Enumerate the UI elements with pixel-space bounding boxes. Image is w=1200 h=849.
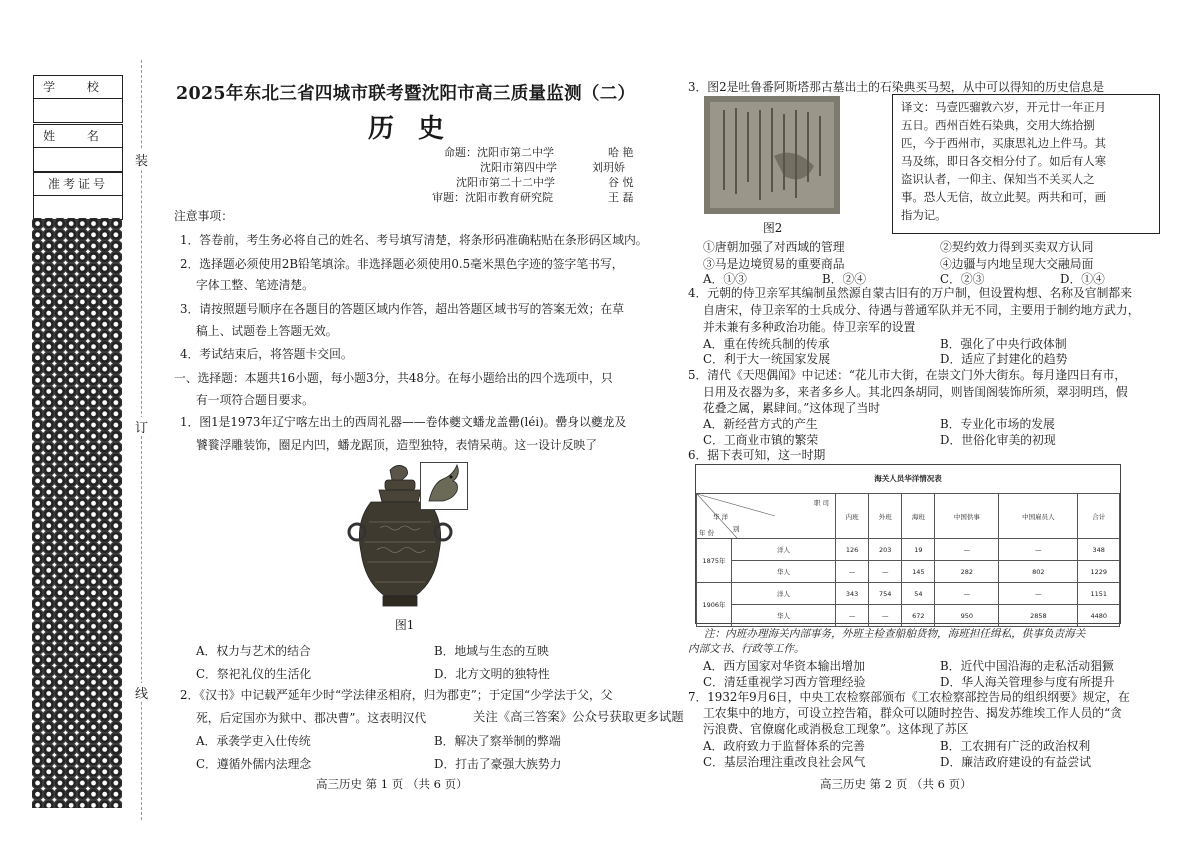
q6-option-b[interactable]: B．近代中国沿海的走私活动猖獗 <box>940 659 1114 673</box>
table-cell: — <box>836 561 869 583</box>
q1-option-a[interactable]: A．权力与艺术的结合 <box>196 644 311 658</box>
dragon-detail-icon <box>421 463 467 509</box>
q4-option-d[interactable]: D．适应了封建化的趋势 <box>940 352 1068 366</box>
q5-line2: 日用及衣器为多，来者多乡人。其北四条胡同，则皆闺阁装饰所须，翠羽明珰，假 <box>703 385 1128 399</box>
q3-option-a[interactable]: A．①③ <box>703 272 747 286</box>
q1-option-d[interactable]: D．北方文明的独特性 <box>434 667 550 681</box>
author-name-4: 王 磊 <box>608 191 634 204</box>
exam-number-box <box>33 172 123 220</box>
table-cell: — <box>935 539 999 561</box>
note-1: 1．答卷前，考生务必将自己的姓名、考号填写清楚，将条形码准确粘贴在条形码区域内。 <box>180 233 648 247</box>
q4-line1: 4．元朝的侍卫亲军其编制虽然源自蒙古旧有的万户制，但设置构想、名称及官制都来 <box>688 286 1132 300</box>
manuscript-image <box>704 96 840 214</box>
author-name-3: 谷 悦 <box>608 176 634 189</box>
table-cell: 1151 <box>1078 583 1120 605</box>
binding-char-ding: 订 <box>135 417 148 436</box>
exam-title: 2025年东北三省四城市联考暨沈阳市高三质量监测（二） <box>176 84 636 104</box>
table-cell: — <box>869 561 902 583</box>
table-note-line1: 注：内班办理海关内部事务，外班主检查船舶货物，海班担任缉私，供事负责海关 <box>704 628 1086 640</box>
year-1906: 1906年 <box>697 583 732 627</box>
notes-heading: 注意事项： <box>174 209 233 223</box>
translation-line-1: 译文：马壹匹骝敦六岁，开元廿一年正月 <box>901 100 1107 114</box>
row-type: 洋人 <box>732 583 836 605</box>
section1-line2: 有一项符合题目要求。 <box>196 393 314 407</box>
customs-table <box>696 493 1120 627</box>
row-type: 华人 <box>732 605 836 627</box>
table-cell: — <box>999 539 1078 561</box>
q4-line2: 自唐宋，侍卫亲军的士兵成分、待遇与普通军队并无不同，主要用于制约地方武力， <box>703 303 1140 317</box>
translation-line-5: 盗识认者，一仰主、保知当不关买人之 <box>901 172 1095 186</box>
translation-line-3: 匹，今于西州市，买康思礼边上件马。其 <box>901 136 1107 150</box>
q1-line1: 1．图1是1973年辽宁喀左出土的西周礼器——卷体夔文蟠龙盖罍(léi)。罍身以夔龙及 <box>180 415 627 429</box>
name-box <box>33 124 123 172</box>
table-cell: 19 <box>902 539 935 561</box>
q5-option-b[interactable]: B．专业化市场的发展 <box>940 417 1055 431</box>
col-header-marine: 海班 <box>902 494 935 539</box>
q3-statement-1: ①唐朝加强了对西域的管理 <box>703 240 845 254</box>
table-cell: — <box>836 605 869 627</box>
translation-line-7: 指为记。 <box>901 208 947 222</box>
table-row <box>697 539 1120 561</box>
page-footer-right: 高三历史 第 2 页 （共 6 页） <box>820 777 972 791</box>
table-cell: 348 <box>1078 539 1120 561</box>
col-header-clerks: 中国供事 <box>935 494 999 539</box>
q3-statement-2: ②契约效力得到买卖双方认同 <box>940 240 1094 254</box>
table-cell: — <box>869 605 902 627</box>
q1-option-b[interactable]: B．地域与生态的互映 <box>434 644 549 658</box>
note-3: 3．请按照题号顺序在各题目的答题区域内作答，超出答题区域书写的答案无效；在草 <box>180 302 624 316</box>
q3-option-d[interactable]: D．①④ <box>1060 272 1105 286</box>
table-title: 海关人员华洋情况表 <box>874 474 942 483</box>
q3-statement-4: ④边疆与内地呈现大交融局面 <box>940 257 1094 271</box>
q7-option-b[interactable]: B．工农拥有广泛的政治权利 <box>940 739 1091 753</box>
q6-stem: 6．据下表可知，这一时期 <box>688 448 826 462</box>
q3-option-b[interactable]: B．②④ <box>822 272 867 286</box>
q7-option-c[interactable]: C．基层治理注重改良社会风气 <box>703 755 866 769</box>
corner-label-huayang: 华 洋 <box>713 513 729 521</box>
binding-char-xian: 线 <box>135 683 148 702</box>
q3-statement-3: ③马是边境贸易的重要商品 <box>703 257 845 271</box>
q5-option-d[interactable]: D．世俗化审美的初现 <box>940 433 1056 447</box>
table-cell: 754 <box>869 583 902 605</box>
q5-option-c[interactable]: C．工商业市镇的繁荣 <box>703 433 819 447</box>
figure1-inset <box>420 462 468 510</box>
q2-option-d[interactable]: D．打击了豪强大族势力 <box>434 757 562 771</box>
table-cell: 203 <box>869 539 902 561</box>
q2-line2: 死，后定国亦为狱中、郡决曹”。这表明汉代 <box>196 711 427 725</box>
decorative-gear-border <box>32 218 122 808</box>
table-cell: 54 <box>902 583 935 605</box>
author-role-4: 审题：沈阳市教育研究院 <box>432 191 553 204</box>
table-cell: 2858 <box>999 605 1078 627</box>
table-cell: — <box>935 583 999 605</box>
table-cell: 126 <box>836 539 869 561</box>
page-footer-left: 高三历史 第 1 页 （共 6 页） <box>316 777 468 791</box>
table-cell: 4480 <box>1078 605 1120 627</box>
q1-option-c[interactable]: C．祭祀礼仪的生活化 <box>196 667 312 681</box>
table-note-line2: 内部文书、行政等工作。 <box>688 643 805 655</box>
author-name-2: 刘玥娇 <box>592 161 625 174</box>
table-cell: 802 <box>999 561 1078 583</box>
q7-option-d[interactable]: D．廉洁政府建设的有益尝试 <box>940 755 1092 769</box>
row-type: 华人 <box>732 561 836 583</box>
author-role-1: 命题：沈阳市第二中学 <box>444 146 554 159</box>
q5-option-a[interactable]: A．新经营方式的产生 <box>703 417 818 431</box>
translation-line-4: 马及练，即日各交相分付了。如后有人寒 <box>901 154 1107 168</box>
contract-photo <box>704 96 840 214</box>
author-name-1: 哈 艳 <box>608 146 634 159</box>
q5-line1: 5．清代《天咫偶闻》中记述：“花儿市大街，在崇文门外大街东。每月逢四日有市， <box>688 368 1127 382</box>
q2-option-b[interactable]: B．解决了察举制的弊端 <box>434 734 561 748</box>
table-row <box>697 605 1120 627</box>
note-2: 2．选择题必须使用2B铅笔填涂。非选择题必须使用0.5毫米黑色字迹的签字笔书写， <box>180 257 624 271</box>
q2-line1: 2．《汉书》中记载严延年少时“学法律丞相府，归为郡吏”；于定国“少学法于父，父 <box>180 688 613 702</box>
table-cell: 343 <box>836 583 869 605</box>
q1-line2: 饕餮浮雕装饰，圈足内凹，蟠龙踞顶，造型独特，表情呆萌。这一设计反映了 <box>196 438 598 452</box>
customs-table-frame <box>695 464 1121 624</box>
table-cell: 672 <box>902 605 935 627</box>
school-label: 学 校 <box>34 76 122 99</box>
school-box <box>33 75 123 123</box>
note-4: 4．考试结束后，将答题卡交回。 <box>180 347 353 361</box>
binding-char-zhuang: 装 <box>135 150 148 169</box>
table-cell: 1229 <box>1078 561 1120 583</box>
translation-box <box>892 94 1160 234</box>
q6-option-a[interactable]: A．西方国家对华资本输出增加 <box>703 659 865 673</box>
col-header-total: 合计 <box>1078 494 1120 539</box>
figure2-caption: 图2 <box>763 221 783 235</box>
table-cell: 145 <box>902 561 935 583</box>
q7-line1: 7．1932年9月6日，中央工农检察部颁布《工农检察部控告局的组织纲要》规定，在 <box>688 690 1130 704</box>
q7-option-a[interactable]: A．政府致力于监督体系的完善 <box>703 739 865 753</box>
col-header-outer: 外班 <box>869 494 902 539</box>
corner-label-duty: 职 司 <box>813 499 830 507</box>
q4-option-b[interactable]: B．强化了中央行政体制 <box>940 337 1067 351</box>
q7-line3: 污浪费、官僚腐化或消极怠工现象”。这体现了苏区 <box>703 722 969 736</box>
author-role-3: 沈阳市第二十二中学 <box>456 176 555 189</box>
name-label: 姓 名 <box>34 125 122 148</box>
table-cell: 950 <box>935 605 999 627</box>
year-1875: 1875年 <box>697 539 732 583</box>
subject-title: 历史 <box>368 114 469 144</box>
q2-option-c[interactable]: C．遵循外儒内法理念 <box>196 757 312 771</box>
author-role-2: 沈阳市第四中学 <box>480 161 557 174</box>
translation-line-6: 事。恐人无信，故立此契。两共和可，画 <box>901 190 1107 204</box>
note-2-cont: 字体工整、笔迹清楚。 <box>196 278 314 292</box>
translation-line-2: 五日。西州百姓石染典，交用大练拾捌 <box>901 118 1095 132</box>
exam-number-label: 准考证号 <box>34 173 122 196</box>
row-type: 洋人 <box>732 539 836 561</box>
q7-line2: 工农集中的地方，可设立控告箱，群众可以随时控告、揭发苏维埃工作人员的“贪 <box>703 706 1122 720</box>
corner-label-year: 年 份 <box>699 529 715 537</box>
q4-option-a[interactable]: A．重在传统兵制的传承 <box>703 337 830 351</box>
col-header-inner: 内班 <box>836 494 869 539</box>
q3-option-c[interactable]: C．②③ <box>940 272 985 286</box>
q4-option-c[interactable]: C．利于大一统国家发展 <box>703 352 830 366</box>
promo-text: 关注《高三答案》公众号获取更多试题 <box>473 709 684 724</box>
table-cell: 282 <box>935 561 999 583</box>
table-row <box>697 583 1120 605</box>
q3-stem: 3．图2是吐鲁番阿斯塔那古墓出土的石染典买马契，从中可以得知的历史信息是 <box>688 80 1105 94</box>
q5-line3: 花叠之属，累肆间。”这体现了当时 <box>703 401 881 415</box>
col-header-employees: 中国雇员人 <box>999 494 1078 539</box>
q6-option-d[interactable]: D．华人海关管理参与度有所提升 <box>940 675 1115 689</box>
table-cell: — <box>999 583 1078 605</box>
binding-line <box>141 60 142 820</box>
table-row <box>697 561 1120 583</box>
note-3-cont: 稿上、试题卷上答题无效。 <box>196 324 338 338</box>
section1-line1: 一、选择题：本题共16小题，每小题3分，共48分。在每小题给出的四个选项中，只 <box>174 371 613 385</box>
q6-option-c[interactable]: C．清廷重视学习西方管理经验 <box>703 675 866 689</box>
q4-line3: 并未兼有多种政治功能。侍卫亲军的设置 <box>703 320 916 334</box>
q2-option-a[interactable]: A．承袭学吏入仕传统 <box>196 734 311 748</box>
corner-label-bie: 别 <box>733 525 740 533</box>
figure1-caption: 图1 <box>395 618 415 632</box>
